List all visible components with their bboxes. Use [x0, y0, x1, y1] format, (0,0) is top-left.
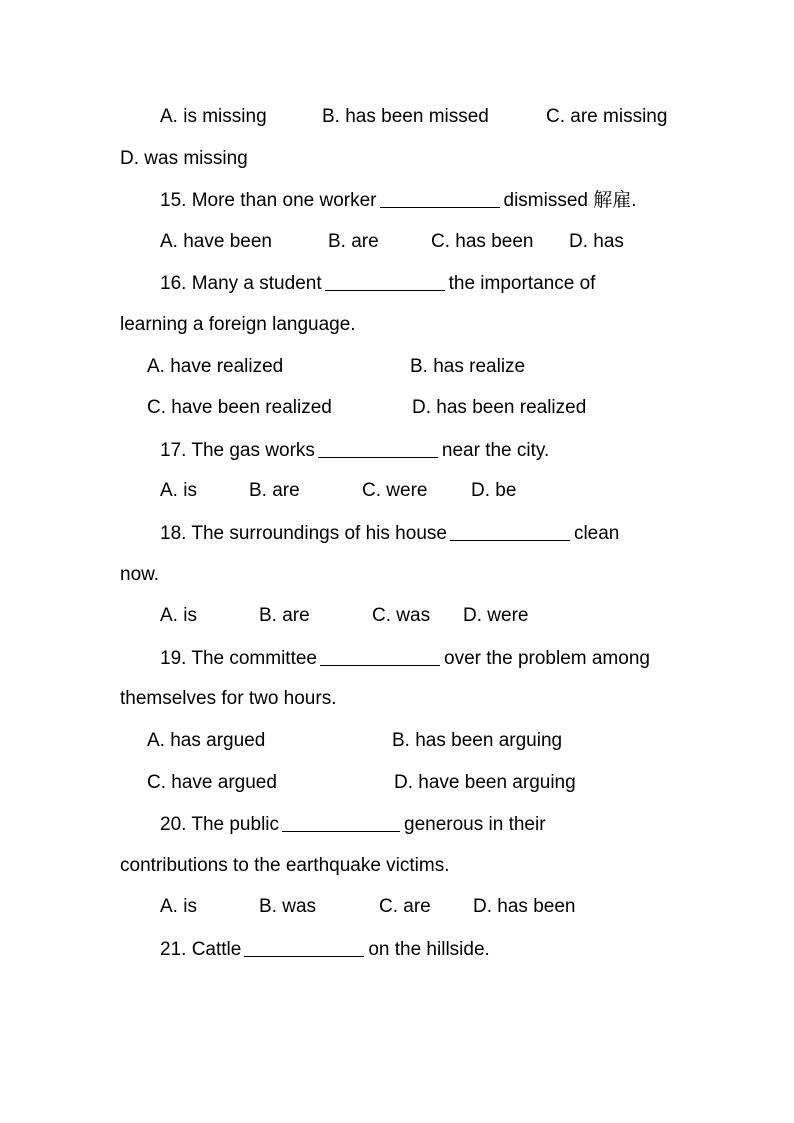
- q16-stem-line2: learning a foreign language.: [120, 314, 356, 335]
- q16-stem-after: the importance of: [448, 273, 596, 294]
- q16-answer-blank: [325, 272, 445, 291]
- q15-option-c: C. has been: [431, 231, 534, 252]
- q16-option-b: B. has realize: [410, 356, 526, 377]
- q18-option-d: D. were: [463, 605, 529, 626]
- q19-stem-before: 19. The committee: [160, 648, 318, 669]
- q20-option-d: D. has been: [473, 896, 576, 917]
- q19-stem-line2: themselves for two hours.: [120, 688, 337, 709]
- q18-stem-after: clean: [573, 523, 620, 544]
- q20-stem-line2: contributions to the earthquake victims.: [120, 855, 450, 876]
- q15-stem-after: dismissed 解雇.: [503, 190, 637, 211]
- q20-answer-blank: [282, 813, 400, 832]
- q21-stem-after: on the hillside.: [368, 939, 490, 960]
- q21-stem: [160, 938, 490, 961]
- q19-option-a: A. has argued: [147, 730, 266, 751]
- q18-stem-line2: now.: [120, 564, 160, 585]
- q16-stem-before: 16. Many a student: [160, 273, 322, 294]
- q18-option-b: B. are: [259, 605, 310, 626]
- q20-option-a: A. is: [160, 896, 197, 917]
- q20-stem-after: generous in their: [404, 814, 546, 835]
- q17-stem-before: 17. The gas works: [160, 440, 315, 461]
- q18-stem-before: 18. The surroundings of his house: [160, 523, 447, 544]
- q17-option-c: C. were: [362, 480, 428, 501]
- q15-stem-before: 15. More than one worker: [160, 190, 377, 211]
- q17-answer-blank: [318, 439, 438, 458]
- q17-stem-after: near the city.: [441, 440, 550, 461]
- q18-stem: [160, 522, 619, 545]
- q19-answer-blank: [320, 647, 440, 666]
- q18-option-a: A. is: [160, 605, 197, 626]
- q17-option-a: A. is: [160, 480, 197, 501]
- q20-option-b: B. was: [259, 896, 317, 917]
- q15-option-d: D. has: [569, 231, 624, 252]
- q20-option-c: C. are: [379, 896, 431, 917]
- q19-stem-after: over the problem among: [444, 648, 650, 669]
- q18-answer-blank: [450, 522, 570, 541]
- q16-option-d: D. has been realized: [412, 397, 587, 418]
- q19-option-b: B. has been arguing: [392, 730, 563, 751]
- q19-stem: [160, 647, 650, 670]
- q20-stem-before: 20. The public: [160, 814, 280, 835]
- q16-option-a: A. have realized: [147, 356, 284, 377]
- q17-stem: [160, 439, 549, 462]
- q15-stem: [160, 189, 637, 212]
- q19-option-c: C. have argued: [147, 772, 277, 793]
- q14-option-d: D. was missing: [120, 148, 248, 169]
- q16-stem: [160, 272, 595, 295]
- q14-option-a: A. is missing: [160, 106, 267, 127]
- q17-option-b: B. are: [249, 480, 300, 501]
- q15-option-a: A. have been: [160, 231, 272, 252]
- q21-answer-blank: [244, 938, 364, 957]
- q15-answer-blank: [380, 189, 500, 208]
- q14-option-b: B. has been missed: [322, 106, 489, 127]
- q15-option-b: B. are: [328, 231, 379, 252]
- q21-stem-before: 21. Cattle: [160, 939, 242, 960]
- q18-option-c: C. was: [372, 605, 431, 626]
- q19-option-d: D. have been arguing: [394, 772, 576, 793]
- q17-option-d: D. be: [471, 480, 517, 501]
- q14-option-c: C. are missing: [546, 106, 668, 127]
- q20-stem: [160, 813, 546, 836]
- q16-option-c: C. have been realized: [147, 397, 332, 418]
